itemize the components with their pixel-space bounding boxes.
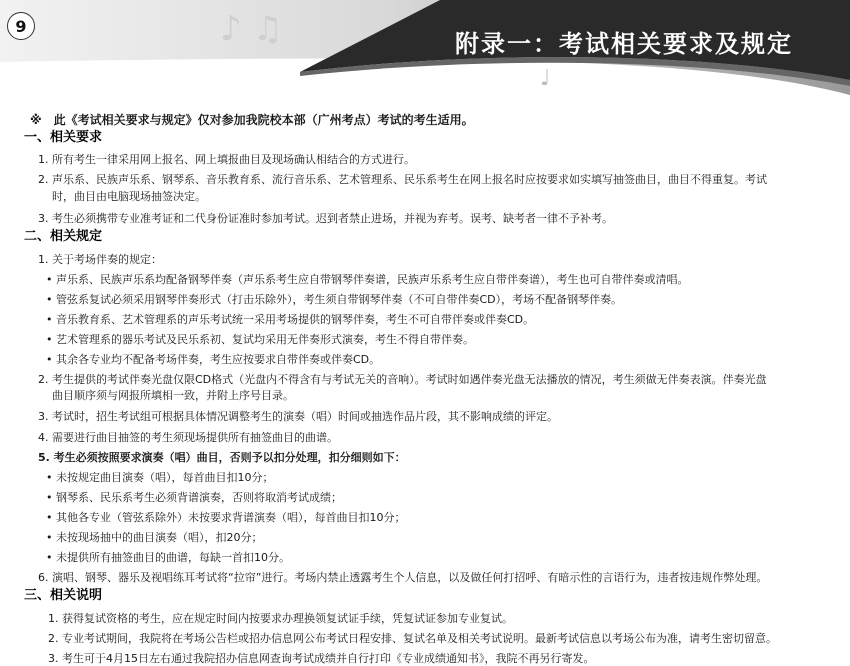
- scope-note: ※ 此《考试相关要求与规定》仅对参加我院校本部（广州考点）考试的考生适用。: [30, 113, 474, 127]
- list-item: • 艺术管理系的器乐考试及民乐系初、复试均采用无伴奏形式演奏，考生不得自带伴奏。: [46, 333, 474, 346]
- list-item: • 未按现场抽中的曲目演奏（唱），扣20分；: [46, 531, 263, 544]
- page-number-badge: 9: [7, 12, 35, 40]
- list-item: • 音乐教育系、艺术管理系的声乐考试统一采用考场提供的钢琴伴奏，考生不可自带伴奏或伴奏CD。: [46, 313, 535, 326]
- list-item: • 其他各专业（管弦系除外）未按要求背谱演奏（唱），每首曲目扣10分；: [46, 511, 406, 524]
- list-item: 1. 获得复试资格的考生，应在规定时间内按要求办理换领复试证手续，凭复试证参加专业复试。: [48, 612, 513, 625]
- list-item: 1. 所有考生一律采用网上报名、网上填报曲目及现场确认相结合的方式进行。: [38, 153, 415, 166]
- list-item: • 声乐系、民族声乐系均配备钢琴伴奏（声乐系考生应自带钢琴伴奏谱，民族声乐系考生应自带伴奏谱），考生也可自带伴奏或清唱。: [46, 273, 689, 286]
- list-item: 3. 考生必须携带专业准考证和二代身份证准时参加考试。迟到者禁止进场，并视为弃考。误考、缺考者一律不予补考。: [38, 212, 613, 225]
- section-heading-notes: 三、相关说明: [24, 588, 103, 603]
- page-title: 附录一：考试相关要求及规定: [455, 29, 793, 58]
- section-heading-requirements: 一、相关要求: [24, 130, 103, 145]
- svg-text:♩: ♩: [540, 66, 551, 91]
- list-item: • 钢琴系、民乐系考生必须背谱演奏，否则将取消考试成绩；: [46, 491, 342, 504]
- list-item: 时，曲目由电脑现场抽签决定。: [52, 190, 206, 203]
- list-item: • 其余各专业均不配备考场伴奏，考生应按要求自带伴奏或伴奏CD。: [46, 353, 381, 366]
- list-item: 2. 声乐系、民族声乐系、钢琴系、音乐教育系、流行音乐系、艺术管理系、民乐系考生在网上报名时应按要求如实填写抽签曲目，曲目不得重复。考试: [38, 173, 767, 186]
- list-item: 3. 考试时，招生考试组可根据具体情况调整考生的演奏（唱）时间或抽选作品片段，其不影响成绩的评定。: [38, 410, 558, 423]
- list-item: • 未提供所有抽签曲目的曲谱，每缺一首扣10分。: [46, 551, 290, 564]
- list-item: 5. 考生必须按照要求演奏（唱）曲目，否则予以扣分处理，扣分细则如下：: [38, 451, 406, 464]
- list-item: • 管弦系复试必须采用钢琴伴奏形式（打击乐除外），考生须自带钢琴伴奏（不可自带伴奏CD），考场不配备钢琴伴奏。: [46, 293, 623, 306]
- list-item: 4. 需要进行曲目抽签的考生须现场提供所有抽签曲目的曲谱。: [38, 431, 338, 444]
- page-header: [0, 0, 850, 100]
- list-item: 2. 考生提供的考试伴奏光盘仅限CD格式（光盘内不得含有与考试无关的音响）。考试时如遇伴奏光盘无法播放的情况，考生须做无伴奏表演。伴奏光盘: [38, 373, 767, 386]
- svg-text:♪ ♫: ♪ ♫: [220, 9, 283, 49]
- list-item: 曲目顺序须与网报所填相一致，并附上序号目录。: [52, 389, 294, 402]
- list-item: 2. 专业考试期间，我院将在考场公告栏或招办信息网公布考试日程安排、复试名单及相关考试说明。最新考试信息以考场公布为准，请考生密切留意。: [48, 632, 777, 645]
- list-item: 3. 考生可于4月15日左右通过我院招办信息网查询考试成绩并自行打印《专业成绩通知书》，我院不再另行寄发。: [48, 652, 595, 665]
- list-item: 1. 关于考场伴奏的规定：: [38, 253, 162, 266]
- list-item: 6. 演唱、钢琴、器乐及视唱练耳考试将“拉帘”进行。考场内禁止透露考生个人信息，以及做任何打招呼、有暗示性的言语行为，违者按违规作弊处理。: [38, 571, 768, 584]
- section-heading-regulations: 二、相关规定: [24, 229, 103, 244]
- list-item: • 未按规定曲目演奏（唱），每首曲目扣10分；: [46, 471, 274, 484]
